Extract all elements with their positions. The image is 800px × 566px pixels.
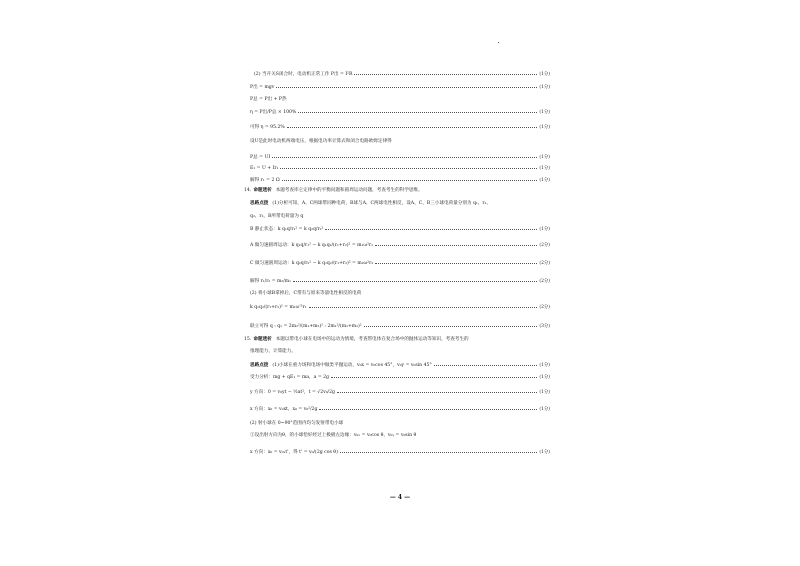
score-label: (1分) xyxy=(539,407,550,412)
line-text: q₂、r₂，B所带电荷量为 q xyxy=(250,214,304,219)
solution-line xyxy=(250,166,550,172)
dot-leader xyxy=(280,166,537,169)
solution-line xyxy=(250,155,550,161)
line-text: x 方向：x₀ = v₀xt，x₀ = v₀²/2g xyxy=(250,407,318,412)
solution-line xyxy=(250,125,550,131)
dot-leader xyxy=(325,227,537,230)
score-label: (2分) xyxy=(539,279,550,284)
line-text: k q₁q₂/(r₁+r₂)² = m₁ω'²r₁ xyxy=(250,305,307,310)
score-label: (1分) xyxy=(539,72,550,77)
solution-line xyxy=(250,202,550,207)
speck-mark xyxy=(498,42,499,43)
solution-line xyxy=(250,292,550,297)
solution-line xyxy=(250,279,550,285)
section-tag: 命题透析 xyxy=(253,337,272,342)
solution-line xyxy=(250,375,550,381)
line-text: A 做匀速圆周运动：k q₁q/r₁² − k q₁q₂/(r₁+r₂)² = m₁ω²r₁ xyxy=(250,243,373,248)
line-text: 联立可得 q : q₁ = 2m₂²/(m₁+m₂)² : 2m₁²/(m₁+m₂)² xyxy=(250,324,362,329)
section-tag: 思路点拨 xyxy=(250,363,269,368)
solution-line xyxy=(250,215,550,220)
solution-line xyxy=(250,434,550,439)
solution-line xyxy=(250,227,550,233)
line-text: P总 = P出 + P热 xyxy=(250,97,287,102)
solution-line xyxy=(250,85,550,91)
score-label: (1分) xyxy=(539,390,550,395)
line-text: 设U是此时电动机两端电压，根据电功率计算式和闭合电路欧姆定律得 xyxy=(250,139,392,144)
solution-line xyxy=(250,350,550,355)
solution-line xyxy=(250,422,550,427)
line-text: 可得 η = 95.2% xyxy=(250,125,285,130)
score-label: (1分) xyxy=(539,363,550,368)
dot-leader xyxy=(337,390,537,393)
line-text: (2) 将小球B拿掉后，C带有与原来等量电性相反的电荷 xyxy=(250,291,362,296)
dot-leader xyxy=(434,363,538,366)
dot-leader xyxy=(276,85,537,88)
score-label: (3分) xyxy=(539,324,550,329)
score-label: (1分) xyxy=(539,375,550,380)
dot-leader xyxy=(309,305,538,308)
dot-leader xyxy=(364,324,538,327)
solution-line xyxy=(250,261,550,267)
score-label: (1分) xyxy=(539,125,550,130)
solution-line xyxy=(254,72,550,78)
solution-line xyxy=(250,324,550,330)
score-label: (1分) xyxy=(539,227,550,232)
line-text: P出 = mgv xyxy=(250,85,275,90)
line-text: (1)小球在重力场和电场中做类平抛运动，v₀x = v₀cos 45°，v₀y = v₀sin 45° xyxy=(272,363,432,368)
line-text: (2) 射小球在 0~90°范围内均匀发射带电小球 xyxy=(250,421,344,426)
solution-line xyxy=(250,390,550,396)
dot-leader xyxy=(282,178,538,181)
score-label: (1分) xyxy=(539,110,550,115)
solution-line xyxy=(250,363,550,369)
dot-leader xyxy=(340,450,538,453)
score-label: (1分) xyxy=(539,166,550,171)
line-text: B 静止状态：k q₁q/r₁² = k q₂q/r₂² xyxy=(250,227,324,232)
dot-leader xyxy=(319,407,537,410)
dot-leader xyxy=(272,155,537,158)
solution-line xyxy=(250,98,550,103)
line-text: 受力分析：mg + qE₁ = ma，a = 2g xyxy=(250,375,330,380)
score-label: (1分) xyxy=(539,450,550,455)
score-label: (1分) xyxy=(539,85,550,90)
dot-leader xyxy=(293,279,537,282)
solution-line xyxy=(250,305,550,311)
solution-line xyxy=(250,407,550,413)
question-number: 14. xyxy=(244,188,252,193)
line-text: η = P出/P总 × 100% xyxy=(250,110,297,115)
dot-leader xyxy=(354,72,537,75)
section-tag: 命题透析 xyxy=(253,188,272,193)
score-label: (2分) xyxy=(539,261,550,266)
dot-leader xyxy=(287,125,538,128)
line-text: 解得 r₁ = 2 Ω xyxy=(250,178,280,183)
section-tag: 思路点拨 xyxy=(250,201,269,206)
score-label: (1分) xyxy=(539,178,550,183)
line-text: (1)分析可知，A、C两球带同种电荷，B球与A、C两球电性相反，设A、C、B三小球电荷量分别为 q₁、r₁、 xyxy=(272,201,491,206)
score-label: (2分) xyxy=(539,305,550,310)
solution-line xyxy=(250,110,550,116)
solution-line xyxy=(250,450,550,456)
dot-leader xyxy=(298,110,537,113)
line-text: x 方向：x₀ = v₀ₓt'，得 t' = v₀/(2g cos θ) xyxy=(250,450,338,455)
score-label: (2分) xyxy=(539,243,550,248)
solution-line xyxy=(250,243,550,249)
line-text: 本题考查库仑定律中的平衡问题和圆周运动问题，考查考生的科学思维。 xyxy=(275,188,423,193)
line-text: (2) 当开关S闭合时，电动机正常工作 P出 = I²R xyxy=(254,72,353,77)
line-text: 解得 r₁/r₂ = m₂/m₁ xyxy=(250,279,291,284)
line-text: 推理能力、计算能力。 xyxy=(250,349,296,354)
solution-line xyxy=(250,140,550,145)
line-text: y 方向：0 = v₀yt − ½at²，t = √2v₀/2g xyxy=(250,390,335,395)
line-text: 本题以带电小球在电场中的运动为情境，考查带电体在复合场中的抛体运动等知识，考查考生的 xyxy=(275,337,469,342)
line-text: P总 = UI xyxy=(250,155,271,160)
solution-line xyxy=(250,178,550,184)
dot-leader xyxy=(331,375,537,378)
solution-line xyxy=(244,338,550,343)
line-text: E₁ = U + Ir₁ xyxy=(250,166,279,171)
dot-leader xyxy=(375,261,537,264)
score-label: (1分) xyxy=(539,155,550,160)
line-text: C 做匀速圆周运动：k q₂q/r₂² − k q₁q₂/(r₁+r₂)² = m₂ω²r₂ xyxy=(250,261,374,266)
question-number: 15. xyxy=(244,337,252,342)
dot-leader xyxy=(375,243,537,246)
line-text: ①设出射方向为θ，的小球恰好经过上极板左边缘：v₀ₓ = v₀cos θ，v₀ᵧ = v₀sin θ xyxy=(250,433,417,438)
page-number: — 4 — xyxy=(389,494,411,501)
solution-line xyxy=(244,189,550,194)
